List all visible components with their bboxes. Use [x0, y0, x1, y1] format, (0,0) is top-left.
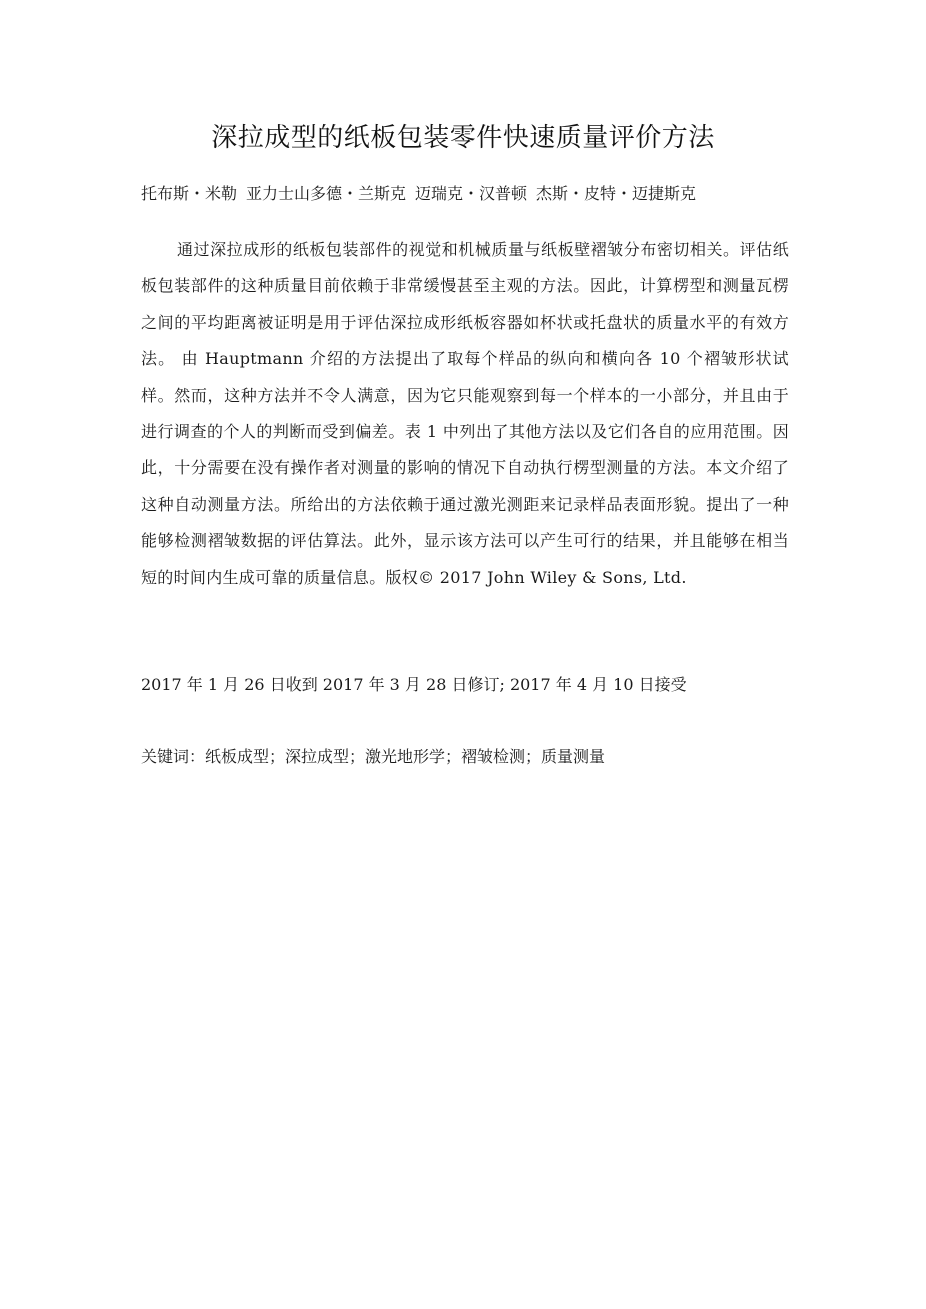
abstract-text: 通过深拉成形的纸板包装部件的视觉和机械质量与纸板壁褶皱分布密切相关。评估纸板包装部件的这种质量目前依赖于非常缓慢甚至主观的方法。因此，计算楞型和测量瓦楞之间的平均距离被证明是用于评估深拉成形纸板容器如杯状或托盘状的质量水平的有效方法。 由 Hauptmann 介绍的方法提出了取每个样品的纵向和横向各 10 个褶皱形状试样。然而，这种方法并不令人满意，因为它只能观察到每一个样本的一小部分，并且由于进行调查的个人的判断而受到偏差。表 1 中列出了其他方法以及它们各自的应用范围。因此，十分需要在没有操作者对测量的影响的情况下自动执行楞型测量的方法。本文介绍了这种自动测量方法。所给出的方法依赖于通过激光测距来记录样品表面形貌。提出了一种能够检测褶皱数据的评估算法。此外，显示该方法可以产生可行的结果，并且能够在相当短的时间内生成可靠的质量信息。版权© 2017 John Wiley & Sons, Ltd.: [141, 240, 789, 587]
author-name: 亚力士山多德・兰斯克: [246, 184, 407, 203]
keywords: 关键词：纸板成型；深拉成型；激光地形学；褶皱检测；质量测量: [141, 747, 606, 766]
paper-title: 深拉成型的纸板包装零件快速质量评价方法: [211, 123, 715, 153]
publication-dates: 2017 年 1 月 26 日收到 2017 年 3 月 28 日修订; 2017 年 4 月 10 日接受: [141, 675, 687, 694]
author-name: 托布斯・米勒: [141, 184, 238, 203]
author-list: [141, 180, 801, 208]
author-name: 杰斯・皮特・迈捷斯克: [536, 184, 697, 203]
author-name: 迈瑞克・汉普顿: [415, 184, 528, 203]
